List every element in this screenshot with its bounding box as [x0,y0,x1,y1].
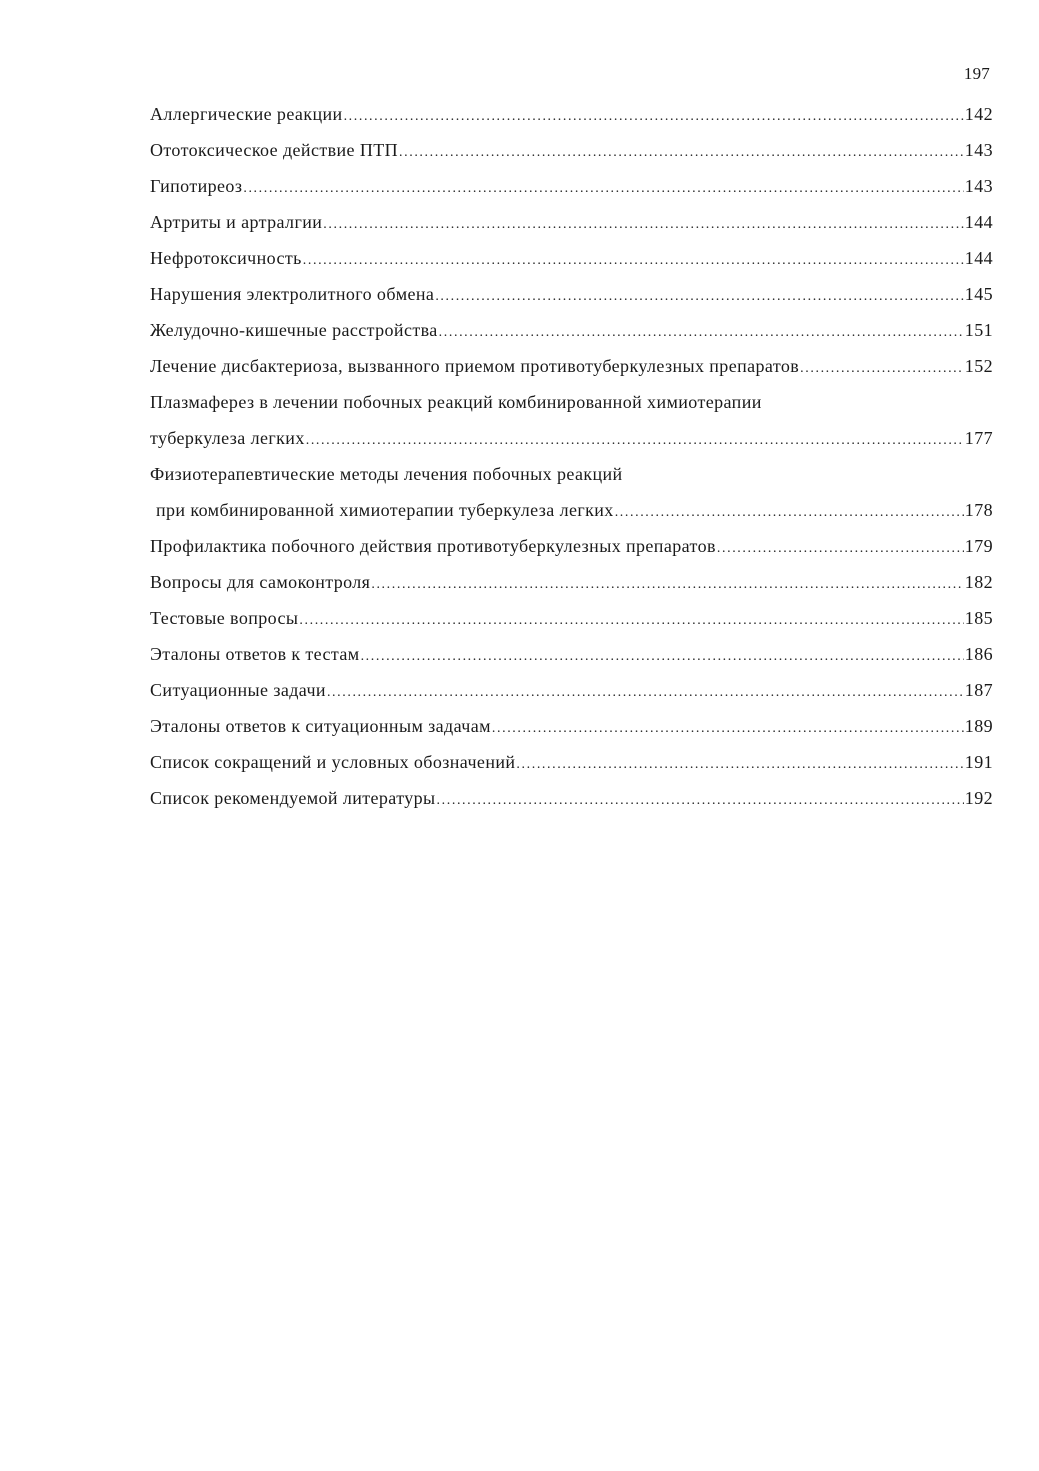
toc-dot-leader [516,747,963,783]
toc-entry-title: Профилактика побочного действия противотуберкулезных препаратов [150,536,716,556]
toc-dot-leader [717,531,964,567]
toc-entry-title: Физиотерапевтические методы лечения побочных реакций [150,464,623,484]
toc-entry[interactable] [150,204,993,240]
toc-entry-page: 186 [964,644,993,664]
toc-entry-page: 192 [964,788,993,808]
toc-entry-page: 144 [964,248,993,268]
toc-entry-page: 187 [964,680,993,700]
toc-entry-page: 151 [964,320,993,340]
toc-dot-leader [371,567,963,603]
toc-entry-title-line1[interactable] [150,384,993,420]
toc-dot-leader [243,171,963,207]
toc-entry-title: Ситуационные задачи [150,680,326,700]
toc-entry-page: 185 [964,608,993,628]
toc-entry-title: Лечение дисбактериоза, вызванного приемом противотуберкулезных препаратов [150,356,800,376]
toc-entry-title: Список рекомендуемой литературы [150,788,436,808]
toc-entry-page: 191 [964,752,993,772]
toc-entry-title: Аллергические реакции [150,104,343,124]
toc-entry-title: туберкулеза легких [150,428,305,448]
toc-entry[interactable] [150,600,993,636]
toc-entry[interactable] [150,348,993,384]
toc-entry-title: Гипотиреоз [150,176,243,196]
toc-entry-page: 189 [964,716,993,736]
toc-entry[interactable] [150,132,993,168]
toc-entry[interactable] [150,780,993,816]
toc-dot-leader [437,783,964,819]
toc-entry[interactable] [150,96,993,132]
toc-entry-page: 142 [964,104,993,124]
toc-entry-title: Нарушения электролитного обмена [150,284,435,304]
toc-entry-page: 177 [964,428,993,448]
toc-entry-title: Список сокращений и условных обозначений [150,752,516,772]
toc-entry[interactable] [150,420,993,456]
toc-entry[interactable] [150,744,993,780]
toc-dot-leader [800,351,964,387]
toc-dot-leader [299,603,963,639]
page-number: 197 [963,64,990,83]
toc-entry[interactable] [150,636,993,672]
table-of-contents [150,96,993,816]
toc-entry[interactable] [150,240,993,276]
toc-dot-leader [399,135,964,171]
toc-dot-leader [361,639,964,675]
toc-entry-title: при комбинированной химиотерапии туберкулеза легких [156,500,614,520]
toc-entry-page: 143 [964,176,993,196]
toc-dot-leader [435,279,963,315]
toc-entry-page: 179 [964,536,993,556]
toc-entry[interactable] [150,312,993,348]
toc-entry[interactable] [150,168,993,204]
toc-entry-page: 182 [964,572,993,592]
toc-entry-title: Нефротоксичность [150,248,302,268]
toc-entry[interactable] [150,492,993,528]
toc-entry-page: 145 [964,284,993,304]
toc-entry-title: Тестовые вопросы [150,608,299,628]
toc-dot-leader [615,495,964,531]
toc-entry[interactable] [150,276,993,312]
toc-dot-leader [306,423,964,459]
toc-entry-title: Вопросы для самоконтроля [150,572,371,592]
toc-dot-leader [327,675,964,711]
toc-entry-title: Плазмаферез в лечении побочных реакций комбинированной химиотерапии [150,392,762,412]
toc-entry-title: Желудочно-кишечные расстройства [150,320,438,340]
toc-entry[interactable] [150,708,993,744]
toc-dot-leader [344,99,964,135]
toc-entry-page: 178 [964,500,993,520]
toc-entry-page: 144 [964,212,993,232]
toc-entry[interactable] [150,672,993,708]
toc-entry-title: Эталоны ответов к ситуационным задачам [150,716,491,736]
toc-entry-title-line1[interactable] [150,456,993,492]
toc-entry-title: Эталоны ответов к тестам [150,644,360,664]
toc-dot-leader [303,243,964,279]
toc-dot-leader [323,207,964,243]
toc-entry[interactable] [150,528,993,564]
toc-dot-leader [439,315,964,351]
toc-entry-title: Артриты и артралгии [150,212,323,232]
toc-entry-title: Ототоксическое действие ПТП [150,140,399,160]
toc-entry-page: 143 [964,140,993,160]
toc-dot-leader [492,711,964,747]
toc-entry-page: 152 [964,356,993,376]
toc-entry[interactable] [150,564,993,600]
